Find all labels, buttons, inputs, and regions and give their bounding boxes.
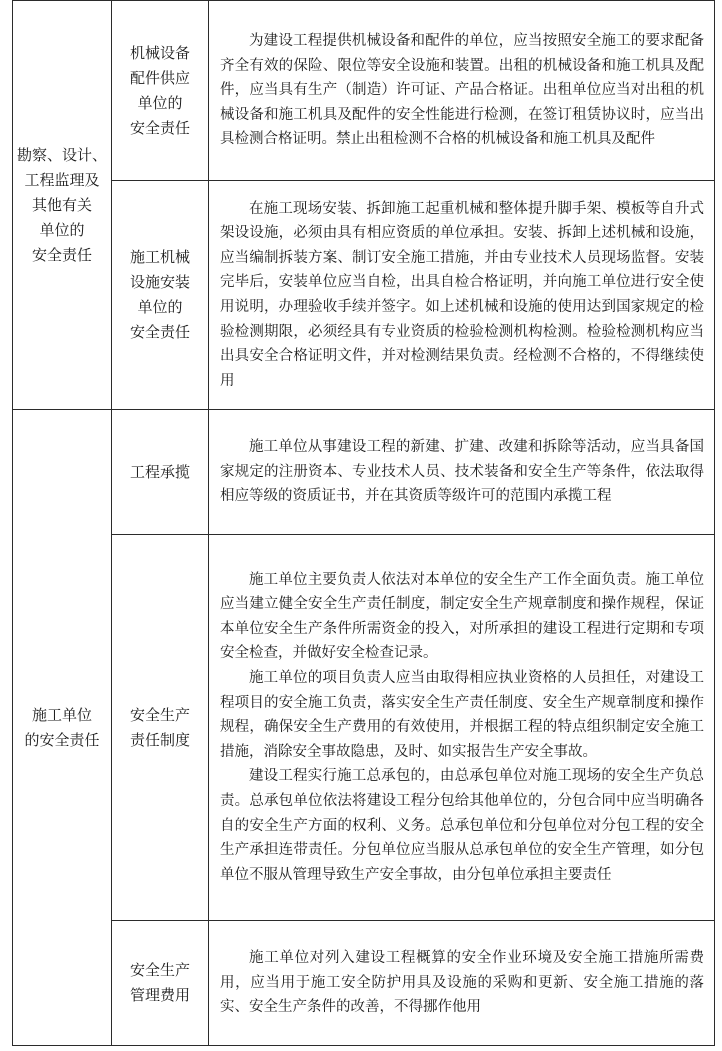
table-row bbox=[13, 1, 715, 181]
subject-line: 安全责任 bbox=[129, 323, 190, 341]
category-line: 单位的 bbox=[39, 220, 85, 239]
category-line: 工程监理及 bbox=[24, 170, 100, 189]
table-row bbox=[13, 181, 715, 410]
subject-cell bbox=[112, 181, 209, 410]
subject-line: 单位的 bbox=[137, 93, 183, 112]
subject-line: 安全生产 bbox=[129, 961, 190, 979]
content-paragraph: 为建设工程提供机械设备和配件的单位，应当按照安全施工的要求配备齐全有效的保险、限位等安全设施和装置。出租的机械设备和施工机具及配件，应当具有生产（制造）许可证、产品合格证。出租单位应当对出租的机械设备和施工机具及配件的安全性能进行检测，在签订租赁协议时，应当出具检测合格证明。禁止出租检测不合格的机械设备和施工机具及配件 bbox=[220, 33, 704, 148]
subject-line: 责任制度 bbox=[129, 730, 190, 749]
subject-line: 设施安装 bbox=[129, 273, 190, 291]
content-cell bbox=[209, 921, 715, 1046]
category-line: 的安全责任 bbox=[24, 730, 100, 749]
table-row bbox=[13, 921, 715, 1046]
subject-line: 管理费用 bbox=[129, 986, 190, 1004]
category-line: 施工单位 bbox=[31, 705, 92, 724]
subject-cell bbox=[112, 535, 209, 921]
table-row bbox=[13, 535, 715, 921]
subject-line: 施工机械 bbox=[129, 248, 190, 266]
content-cell bbox=[209, 181, 715, 410]
subject-line: 单位的 bbox=[137, 298, 183, 316]
content-cell bbox=[209, 535, 715, 921]
subject-line: 配件供应 bbox=[129, 68, 190, 87]
content-paragraph: 施工单位的项目负责人应当由取得相应执业资格的人员担任，对建设工程项目的安全施工负责，落实安全生产责任制度、安全生产规章制度和操作规程，确保安全生产费用的有效使用，并根据工程的特点组织制定安全施工措施，消除安全事故隐患，及时、如实报告生产安全事故。 bbox=[220, 670, 704, 760]
subject-cell bbox=[112, 921, 209, 1046]
subject-cell bbox=[112, 1, 209, 181]
content-paragraph: 施工单位从事建设工程的新建、扩建、改建和拆除等活动，应当具备国家规定的注册资本、专业技术人员、技术装备和安全生产等条件，依法取得相应等级的资质证书，并在其资质等级许可的范围内承揽工程 bbox=[220, 439, 704, 505]
responsibility-table bbox=[12, 0, 715, 1046]
category-line: 其他有关 bbox=[31, 195, 92, 214]
subject-line: 机械设备 bbox=[129, 43, 190, 62]
subject-cell bbox=[112, 410, 209, 535]
subject-line: 安全生产 bbox=[129, 705, 190, 724]
content-cell bbox=[209, 1, 715, 181]
category-line: 安全责任 bbox=[31, 245, 92, 264]
table-row bbox=[13, 410, 715, 535]
content-paragraph: 在施工现场安装、拆卸施工起重机械和整体提升脚手架、模板等自升式架设设施，必须由具有相应资质的单位承担。安装、拆卸上述机械和设施，应当编制拆装方案、制订安全施工措施，并由专业技术人员现场监督。安装完毕后，安装单位应当自检，出具自检合格证明，并向施工单位进行安全使用说明，办理验收手续并签字。如上述机械和设施的使用达到国家规定的检验检测期限，必须经具有专业资质的检验检测机构检测。检验检测机构应当出具安全合格证明文件，并对检测结果负责。经检测不合格的，不得继续使用 bbox=[220, 200, 704, 389]
category-cell bbox=[13, 410, 112, 1046]
category-cell bbox=[13, 1, 112, 410]
content-paragraph: 施工单位主要负责人依法对本单位的安全生产工作全面负责。施工单位应当建立健全安全生产责任制度，制定安全生产规章制度和操作规程，保证本单位安全生产条件所需资金的投入，对所承担的建设工程进行定期和专项安全检查，并做好安全检查记录。 bbox=[220, 571, 704, 662]
content-paragraph: 施工单位对列入建设工程概算的安全作业环境及安全施工措施所需费用，应当用于施工安全防护用具及设施的采购和更新、安全施工措施的落实、安全生产条件的改善，不得挪作他用 bbox=[220, 950, 704, 1016]
subject-line: 工程承揽 bbox=[129, 462, 190, 481]
content-cell bbox=[209, 410, 715, 535]
content-paragraph: 建设工程实行施工总承包的，由总承包单位对施工现场的安全生产负总责。总承包单位依法将建设工程分包给其他单位的，分包合同中应当明确各自的安全生产方面的权利、义务。总承包单位和分包单位对分包工程的安全生产承担连带责任。分包单位应当服从总承包单位的安全生产管理，如分包单位不服从管理导致生产安全事故，由分包单位承担主要责任 bbox=[220, 768, 704, 883]
subject-line: 安全责任 bbox=[129, 118, 190, 137]
category-line: 勘察、设计、 bbox=[16, 145, 107, 164]
